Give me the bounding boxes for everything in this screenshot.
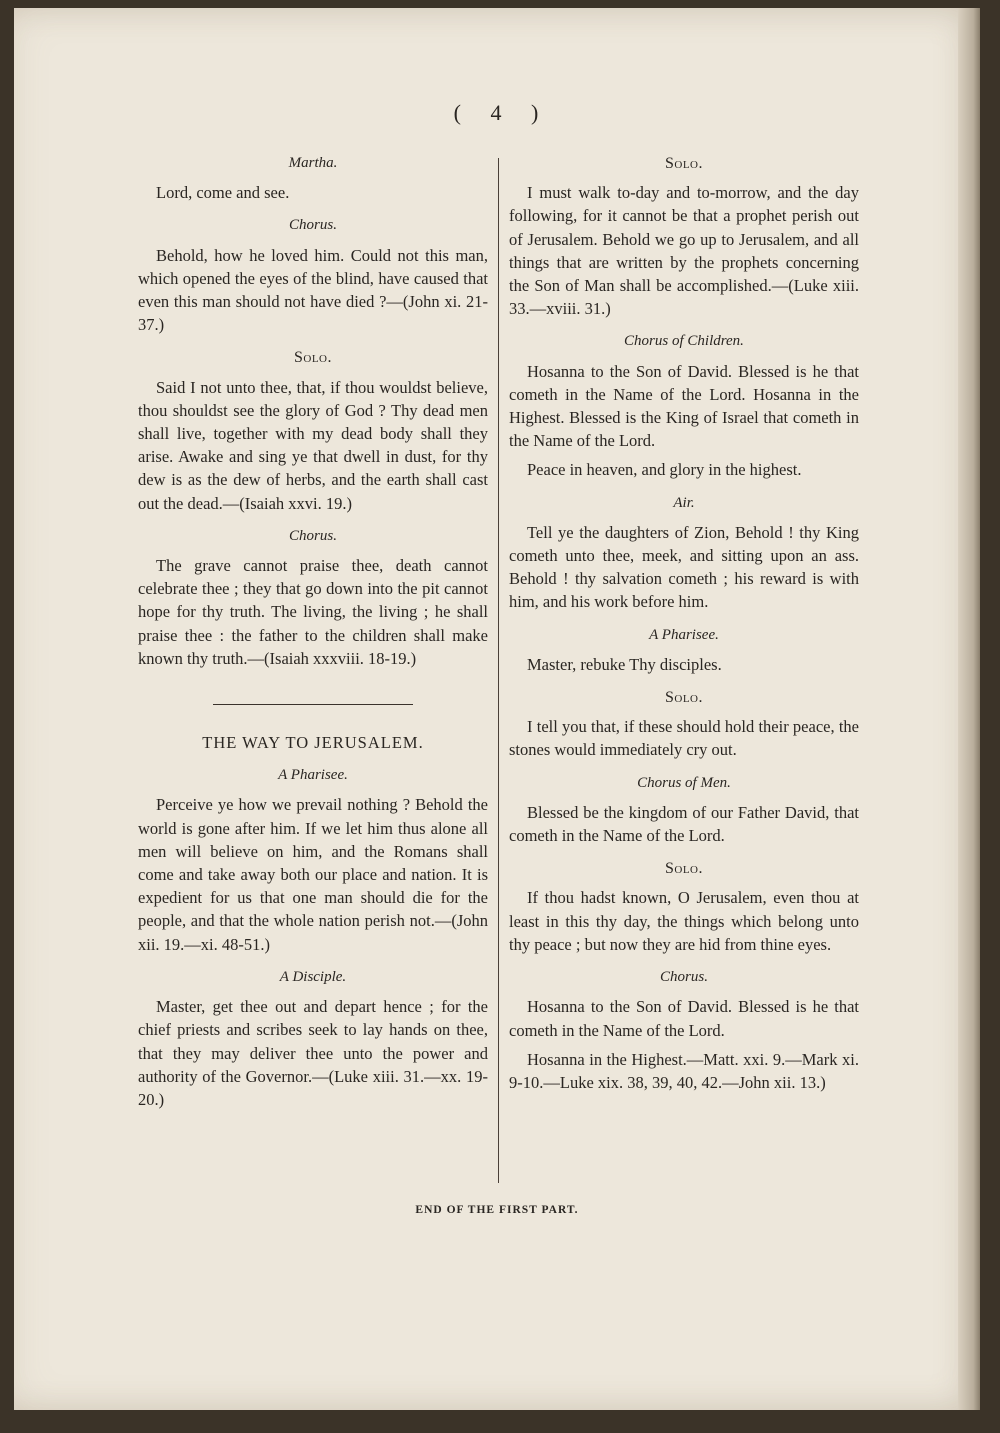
speaker-solo: Solo.	[664, 860, 703, 878]
chorus-text: Behold, how he loved him. Could not this man, which opened the eyes of the blind, have caused that even this man should not have died ?—(John xi. 21-37.)	[138, 245, 488, 335]
page-sheet	[14, 8, 980, 1410]
section-rule	[213, 704, 413, 705]
solo-text: I tell you that, if these should hold their peace, the stones would immediately cry out.	[509, 717, 859, 760]
speaker-air: Air.	[673, 494, 695, 511]
speaker-chorus: Chorus.	[660, 969, 708, 986]
section-title: THE WAY TO JERUSALEM.	[202, 733, 424, 753]
chorus-text-2: Hosanna in the Highest.—Matt. xxi. 9.—Mark xi. 9-10.—Luke xix. 38, 39, 40, 42.—John xii. 13.)	[509, 1049, 859, 1092]
speaker-chorus: Chorus.	[289, 217, 337, 234]
page-number-header	[14, 100, 980, 126]
air-text: Tell ye the daughters of Zion, Behold ! thy King cometh unto thee, meek, and sitting upon an ass. Behold ! thy salvation cometh ; his reward is with him, and his work before him.	[509, 522, 859, 612]
children-text: Hosanna to the Son of David. Blessed is he that cometh in the Name of the Lord. Hosanna in the Highest. Blessed is the King of Israel that cometh in the Name of the Lord.	[509, 361, 859, 451]
right-column	[509, 152, 859, 1100]
speaker-martha: Martha.	[288, 155, 338, 171]
men-text: Blessed be the kingdom of our Father David, that cometh in the Name of the Lord.	[509, 802, 859, 846]
speaker-chorus-of-men: Chorus of Men.	[637, 774, 731, 791]
speaker-pharisee: A Pharisee.	[649, 626, 719, 643]
speaker-chorus: Chorus.	[289, 527, 337, 544]
paren-open: (	[453, 100, 463, 125]
solo-text: I must walk to-day and to-morrow, and the day following, for it cannot be that a prophet perish out of Jerusalem. Behold we go up to Jerusalem, and all things that are written by the prophets concerning the Son of Man shall be accomplished.—(Luke xiii. 33.—xviii. 31.)	[509, 183, 859, 319]
pharisee-text: Master, rebuke Thy disciples.	[527, 654, 722, 674]
martha-line: Lord, come and see.	[156, 183, 290, 203]
speaker-solo: Solo.	[293, 349, 332, 367]
speaker-solo: Solo.	[664, 155, 703, 172]
chorus-text: Hosanna to the Son of David. Blessed is he that cometh in the Name of the Lord.	[509, 997, 859, 1040]
end-of-part-footer: END OF THE FIRST PART.	[415, 1204, 579, 1216]
solo-text: Said I not unto thee, that, if thou wouldst believe, thou shouldst see the glory of God ? Thy dead men shall live, together with my dead body shall they arise. Awake and sing ye that dwell in dust, for thy dew is as the dew of herbs, and the earth shall cast out the dead.—(Isaiah xxvi. 19.)	[138, 377, 488, 513]
pharisee-text: Perceive ye how we prevail nothing ? Behold the world is gone after him. If we let him thus alone all men will believe on him, and the Romans shall come and take away both our place and nation. It is expedient for us that one man should die for the people, and that the whole nation perish not.—(John xii. 19.—xi. 48-51.)	[138, 795, 488, 954]
speaker-solo: Solo.	[664, 689, 703, 707]
disciple-text: Master, get thee out and depart hence ; for the chief priests and scribes seek to lay hands on thee, that they may deliver thee unto the power and authority of the Governor.—(Luke xiii. 31.—xx. 19-20.)	[138, 997, 488, 1109]
paren-close: )	[531, 100, 541, 125]
children-text-2: Peace in heaven, and glory in the highest.	[527, 460, 802, 480]
left-column	[138, 152, 488, 1117]
book-spine-shadow	[958, 8, 980, 1410]
chorus-text: The grave cannot praise thee, death cannot celebrate thee ; they that go down into the pit cannot hope for thy truth. The living, the living ; he shall praise thee : the father to the children shall make known thy truth.—(Isaiah xxxviii. 18-19.)	[138, 556, 488, 668]
speaker-pharisee: A Pharisee.	[278, 767, 348, 784]
column-divider	[498, 158, 499, 1183]
solo-text: If thou hadst known, O Jerusalem, even thou at least in this thy day, the things which belong unto thy peace ; but now they are hid from thine eyes.	[509, 888, 859, 954]
speaker-chorus-of-children: Chorus of Children.	[624, 333, 744, 350]
speaker-disciple: A Disciple.	[279, 968, 347, 985]
page-number: 4	[490, 100, 504, 125]
